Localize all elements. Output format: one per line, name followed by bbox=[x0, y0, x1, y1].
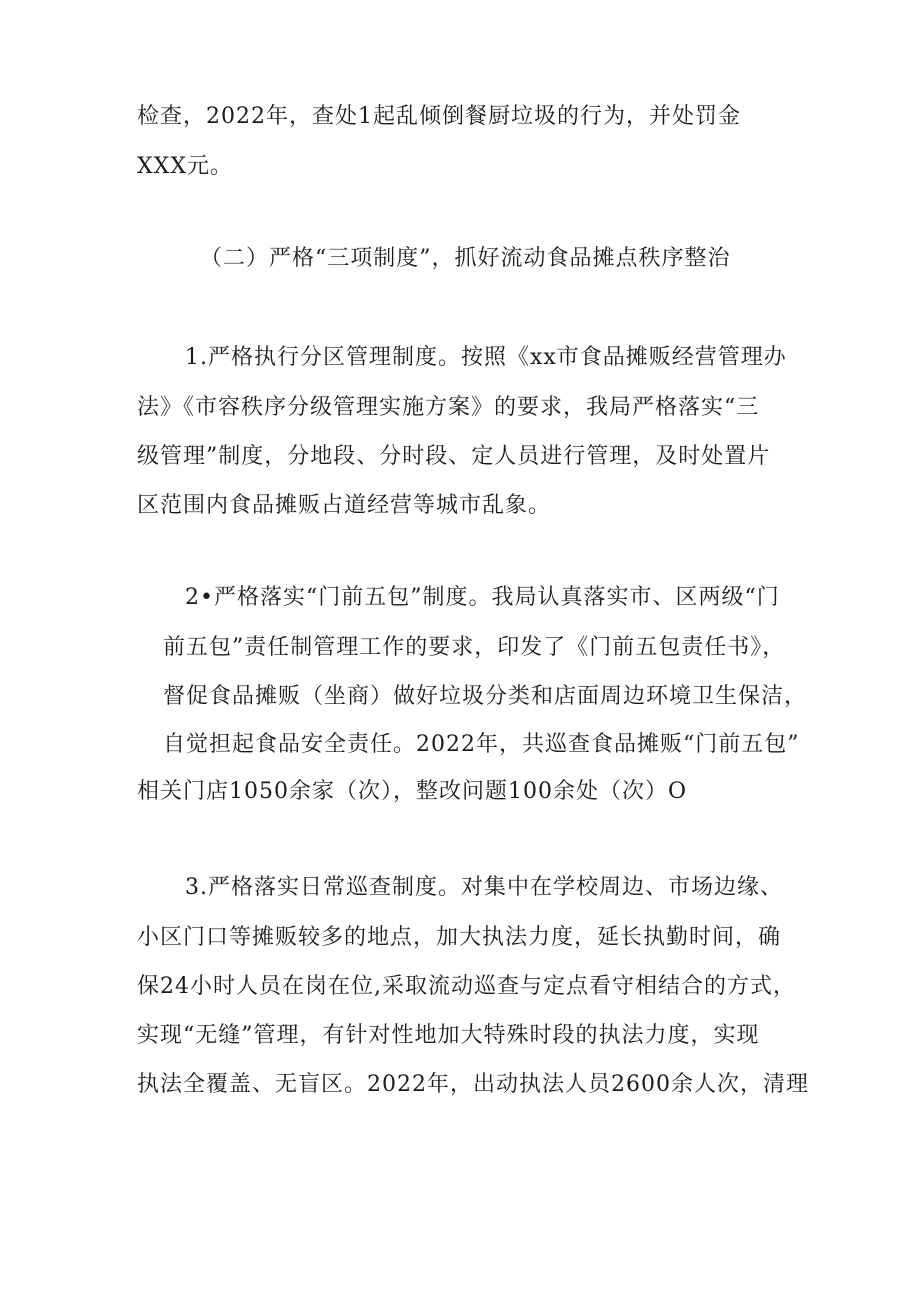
section-heading: （二）严格“三项制度”，抓好流动食品摊点秩序整治 bbox=[200, 246, 731, 271]
paragraph-line: 保24小时人员在岗在位,采取流动巡查与定点看守相结合的方式， bbox=[137, 974, 796, 999]
paragraph-line: 2•严格落实“门前五包”制度。我局认真落实市、区两级“门 bbox=[185, 585, 780, 610]
paragraph-line: 督促食品摊贩（坐商）做好垃圾分类和店面周边环境卫生保洁， bbox=[163, 684, 808, 709]
paragraph-line: 法》《市容秩序分级管理实施方案》的要求，我局严格落实“三 bbox=[137, 395, 760, 420]
paragraph-line: 实现“无缝”管理，有针对性地加大特殊时段的执法力度，实现 bbox=[137, 1023, 760, 1048]
paragraph-line: 级管理”制度，分地段、分时段、定人员进行管理，及时处置片 bbox=[137, 444, 771, 469]
paragraph-line: 小区门口等摊贩较多的地点，加大执法力度，延长执勤时间，确 bbox=[137, 925, 782, 950]
paragraph-line: XXX元。 bbox=[137, 154, 233, 179]
paragraph-line: 3.严格落实日常巡查制度。对集中在学校周边、市场边缘、 bbox=[185, 875, 783, 900]
paragraph-line: 前五包”责任制管理工作的要求，印发了《门前五包责任书》， bbox=[163, 635, 786, 660]
paragraph-line: 执法全覆盖、无盲区。2022年，出动执法人员2600余人次，清理 bbox=[137, 1072, 809, 1097]
paragraph-line: 相关门店1050余家（次），整改问题100余处（次）O bbox=[137, 779, 688, 804]
paragraph-line: 1.严格执行分区管理制度。按照《xx市食品摊贩经营管理办 bbox=[185, 345, 787, 370]
paragraph-line: 检查，2022年，查处1起乱倾倒餐厨垃圾的行为，并处罚金 bbox=[137, 104, 741, 129]
paragraph-line: 自觉担起食品安全责任。2022年，共巡查食品摊贩“门前五包” bbox=[163, 732, 800, 757]
paragraph-line: 区范围内食品摊贩占道经营等城市乱象。 bbox=[137, 493, 552, 518]
